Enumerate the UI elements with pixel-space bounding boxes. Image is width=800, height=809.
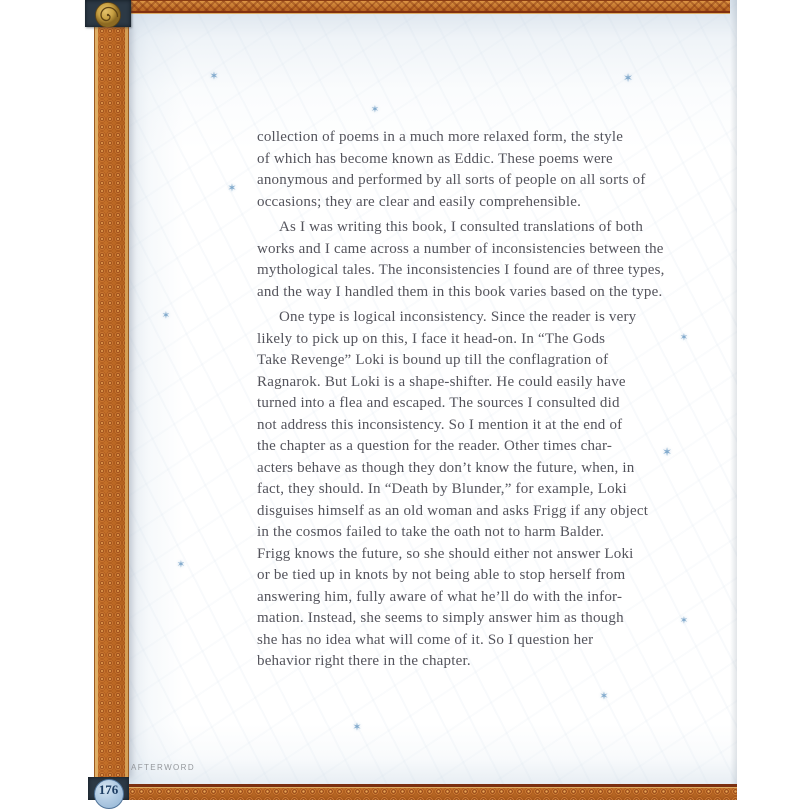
text-line: occasions; they are clear and easily comprehensible. — [257, 193, 582, 210]
paragraph — [257, 307, 697, 673]
text-line: behavior right there in the chapter. — [257, 653, 471, 669]
text-line: fact, they should. In “Death by Blunder,” for example, Loki — [257, 481, 627, 497]
page-number-circle — [94, 779, 124, 809]
text-line: she has no idea what will come of it. So I question her — [257, 631, 594, 648]
corner-medallion — [85, 0, 131, 27]
paragraph — [257, 217, 697, 303]
spiral-medallion-icon — [95, 2, 121, 27]
text-line: mythological tales. The inconsistencies I found are of three types, — [257, 262, 665, 278]
sparkle-icon: ✶ — [227, 181, 237, 195]
text-line: anonymous and performed by all sorts of people on all sorts of — [257, 172, 646, 188]
page-number-badge — [88, 777, 129, 800]
text-line: acters behave as though they don’t know the future, when, in — [257, 459, 635, 476]
sparkle-icon: ✶ — [176, 559, 186, 571]
text-line: likely to pick up on this, I face it head-on. In “The Gods — [257, 330, 606, 347]
text-line: or be tied up in knots by not being able to stop herself from — [257, 567, 626, 583]
text-line: the chapter as a question for the reader. Other times char- — [257, 438, 613, 454]
ornate-left-border — [95, 27, 128, 778]
section-label: AFTERWORD — [131, 763, 196, 772]
text-line: not address this inconsistency. So I mention it at the end of — [257, 416, 623, 433]
body-text — [257, 127, 697, 677]
ornate-bottom-border — [128, 784, 737, 800]
text-line: Take Revenge” Loki is bound up till the conflagration of — [257, 352, 609, 368]
text-line: One type is logical inconsistency. Since the reader is very — [279, 309, 637, 325]
sparkle-icon: ✶ — [679, 615, 689, 627]
text-line: Ragnarok. But Loki is a shape-shifter. He could easily have — [257, 373, 626, 390]
text-line: works and I came across a number of inconsistencies between the — [257, 240, 664, 257]
text-line: and the way I handled them in this book varies based on the type. — [257, 283, 663, 300]
text-line: answering him, fully aware of what he’ll do with the infor- — [257, 588, 623, 605]
sparkle-icon: ✶ — [161, 310, 171, 322]
page-number: 176 — [98, 782, 119, 797]
sparkle-icon: ✶ — [352, 720, 362, 734]
text-line: collection of poems in a much more relaxed form, the style — [257, 129, 624, 145]
ornate-top-border — [130, 0, 730, 13]
sparkle-icon: ✶ — [599, 689, 609, 703]
sparkle-icon: ✶ — [209, 69, 219, 83]
text-line: turned into a flea and escaped. The sources I consulted did — [257, 395, 620, 411]
text-line: Frigg knows the future, so she should either not answer Loki — [257, 545, 634, 562]
text-line: mation. Instead, she seems to simply answer him as though — [257, 610, 624, 626]
book-page — [85, 0, 737, 800]
text-line: in the cosmos failed to take the oath not to harm Balder. — [257, 524, 605, 540]
sparkle-icon: ✶ — [679, 332, 689, 344]
sparkle-icon: ✶ — [622, 71, 634, 85]
text-line: As I was writing this book, I consulted translations of both — [279, 219, 644, 235]
text-line: disguises himself as an old woman and asks Frigg if any object — [257, 502, 649, 519]
sparkle-icon: ✶ — [661, 445, 673, 459]
sparkle-icon: ✶ — [370, 104, 380, 116]
paragraph — [257, 127, 697, 213]
text-line: of which has become known as Eddic. These poems were — [257, 150, 613, 167]
